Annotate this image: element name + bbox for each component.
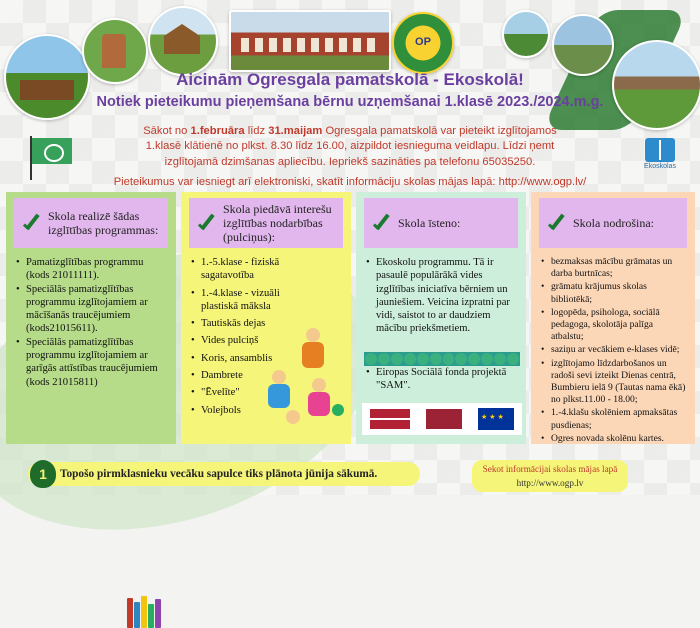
website-box[interactable] [472, 460, 628, 492]
photo-school-building [229, 10, 391, 72]
list-item: • saziņu ar vecākiem e-klases vidē; [539, 344, 687, 356]
page-title: Aicinām Ogresgala pamatskolā - Ekoskolā! [176, 70, 524, 89]
list-item: • bezmaksas mācību grāmatas un darba burtnīcas; [539, 256, 687, 280]
list-item: • Pamatizglītības programmu (kods 21011111). [14, 256, 168, 283]
card-provides [531, 192, 695, 444]
list-item: • Eiropas Sociālā fonda projektā "SAM". [364, 366, 518, 393]
list-item: • Tautiskās dejas [189, 317, 293, 330]
sustainable-goals-icons [364, 352, 520, 366]
card-heading: Skola piedāvā interešu izglītības nodarbības (pulciņus): [189, 198, 343, 248]
implements-list [364, 256, 518, 336]
list-item: • Speciālās pamatizglītības programmu izglītojamiem ar mācīšanās traucējumiem (kods21015611). [14, 283, 168, 336]
eco-flag-icon [30, 136, 74, 166]
card-programs [6, 192, 176, 444]
checkmark-icon [547, 212, 569, 234]
photo-gazebo [148, 6, 218, 76]
list-item: • Koris, ansamblis [189, 352, 293, 365]
checkmark-icon [197, 212, 219, 234]
nap-logo [370, 409, 410, 429]
list-item: • Ogres novada skolēnu kartes. [539, 433, 687, 445]
school-logo-text: OP [415, 36, 431, 48]
ekoskolas-label: Ekoskolas [644, 163, 676, 170]
book-icon [645, 138, 675, 162]
checkmark-icon [22, 212, 44, 234]
eu-funding-logos [362, 403, 522, 435]
card-heading: Skola realizē šādas izglītības programmas: [14, 198, 168, 248]
eu-flag-icon [478, 408, 514, 430]
list-item: • Dambrete [189, 369, 293, 382]
ekoskolas-logo [640, 138, 680, 170]
page-subtitle: Notiek pieteikumu pieņemšana bērnu uzņemšanai 1.klasē 2023./2024.m.g. [96, 94, 604, 110]
list-item: • 1.-5.klase - fiziskā sagatavotība [189, 256, 293, 283]
list-item: • logopēda, psihologa, sociālā pedagoga, skolotāja palīga atbalstu; [539, 307, 687, 344]
list-item: • 1.-4.klašu skolēniem apmaksātas pusdienas; [539, 407, 687, 431]
photo-kids [552, 14, 614, 76]
latvia-logo [426, 409, 462, 429]
card-heading: Skola nodrošina: [539, 198, 687, 248]
website-title: Sekot informācijai skolas mājas lapā [482, 464, 618, 474]
list-item: • Ekoskolu programmu. Tā ir pasaulē populārākā vides izglītības iniciatīva bērniem un jauniešiem. Veicina izpratni par vidi, saistot to ar daudziem mācību priekšmetiem. [364, 256, 518, 336]
kids-illustration [262, 322, 348, 432]
books-icon [127, 594, 167, 628]
intro-online-text: Pieteikumus var iesniegt arī elektroniski, skatīt informāciju skolas mājas lapā: http://www.ogp.lv/ [113, 176, 587, 188]
website-link[interactable]: http://www.ogp.lv [516, 478, 584, 488]
provides-list [539, 256, 687, 445]
list-item: • grāmatu krājumus skolas bibliotēkā; [539, 281, 687, 305]
meeting-notice: Topošo pirmklasnieku vecāku sapulce tiks plānota jūnija sākumā. [28, 462, 420, 486]
implements-list-2 [364, 366, 518, 393]
list-item: • "Ēvelīte" [189, 386, 293, 399]
number-one-badge: 1 [30, 460, 56, 488]
card-heading: Skola īsteno: [364, 198, 518, 248]
school-logo [392, 12, 454, 74]
checkmark-icon [372, 212, 394, 234]
program-list [14, 256, 168, 389]
list-item: • izglītojamo līdzdarbošanos un radoši sevi izteikt Dienas centrā, Bumbieru ielā 9 (Tautas nama ēkā) no plkst.11.00 - 18.00; [539, 358, 687, 407]
list-item: • Volejbols [189, 404, 293, 417]
list-item: • Speciālās pamatizglītības programmu izglītojamiem ar garīgās attīstības traucējumiem (kods 21015811) [14, 336, 168, 389]
list-item: • Vides pulciņš [189, 334, 293, 347]
photo-park [502, 10, 550, 58]
list-item: • 1.-4.klase - vizuāli plastiskā māksla [189, 287, 293, 314]
intro-text: Sākot no 1.februāra līdz 31.maijam Ogresgala pamatskolā var pieteikt izglītojamos 1.klasē klātienē no plkst. 8.30 līdz 16.00, aizpildot iesnieguma veidlapu. Līdzi ņemt izglītojamā dzimšanas apliecību. Iepriekš sazināties pa telefonu 65035250. [143, 125, 557, 168]
